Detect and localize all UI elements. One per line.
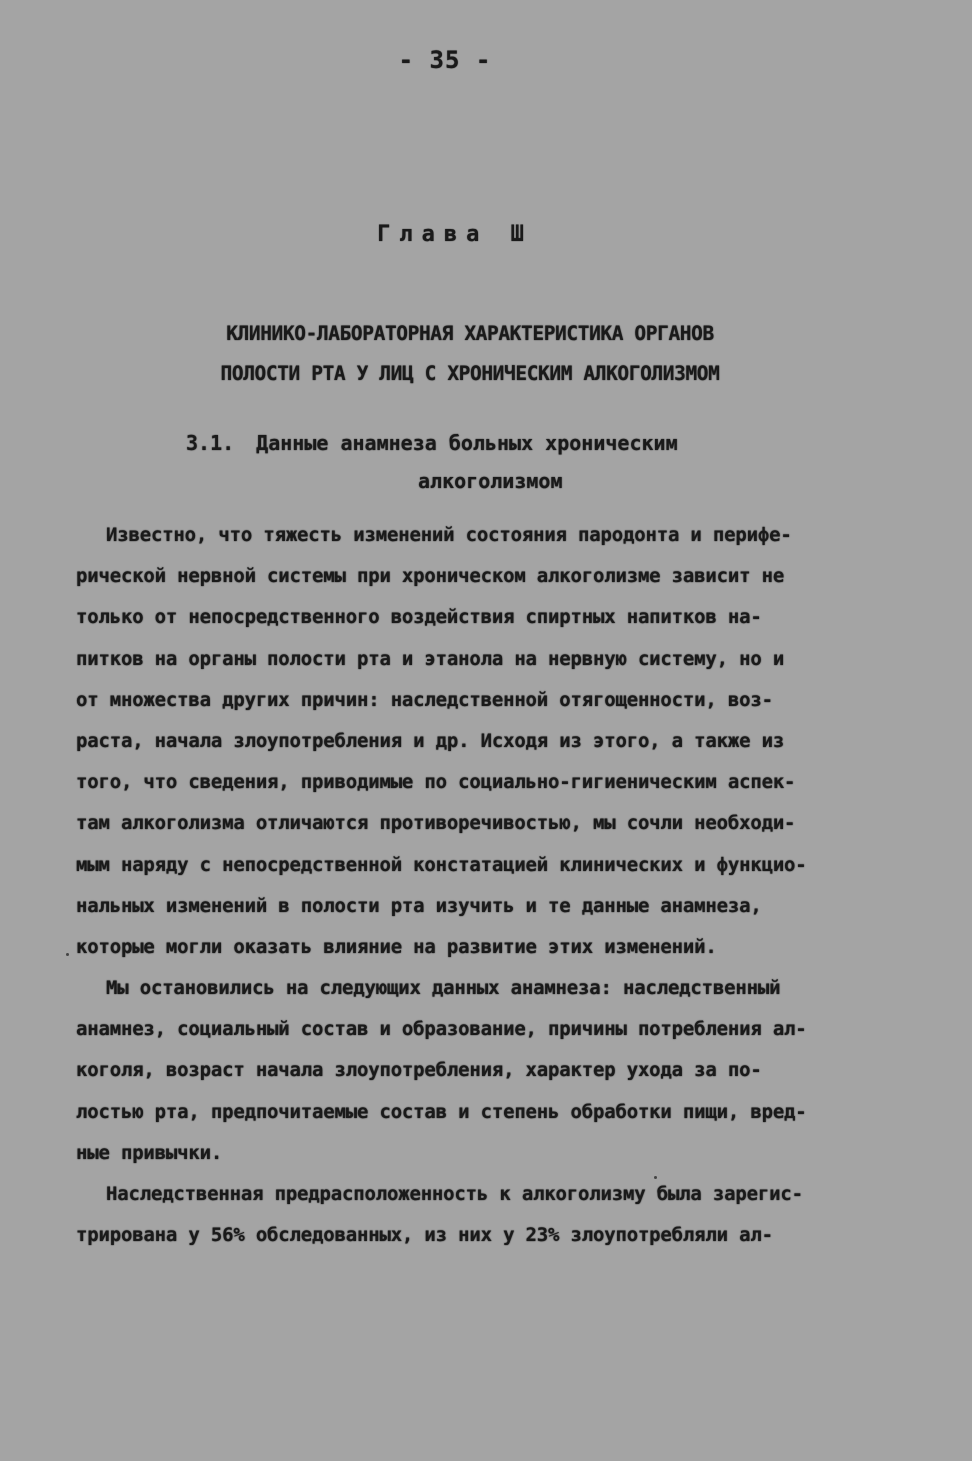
paragraph-line: анамнез, социальный состав и образование, причины потребления ал- [76, 1018, 807, 1041]
section-title: Данные анамнеза больных хроническим [256, 431, 678, 455]
paragraph-line: лостью рта, предпочитаемые состав и степень обработки пищи, вред- [76, 1100, 807, 1123]
paragraph-line: от множества других причин: наследственной отягощенности, воз- [76, 688, 773, 711]
chapter-title-line: КЛИНИКО-ЛАБОРАТОРНАЯ ХАРАКТЕРИСТИКА ОРГАНОВ [226, 322, 714, 345]
paragraph-line: питков на органы полости рта и этанола на нервную систему, но и [76, 647, 785, 670]
chapter-title [150, 314, 790, 394]
paragraph-line: нальных изменений в полости рта изучить и те данные анамнеза, [76, 894, 762, 917]
paragraph-line: коголя, возраст начала злоупотребления, характер ухода за по- [76, 1059, 762, 1082]
paragraph-line: Известно, что тяжесть изменений состояния пародонта и перифе- [106, 524, 792, 546]
section-title-continued: алкоголизмом [418, 469, 563, 493]
paragraph-line: которые могли оказать влияние на развитие этих изменений. [76, 935, 717, 958]
paragraph-line: Наследственная предрасположенность к алкоголизму была зарегис- [106, 1183, 803, 1205]
paragraph-line: Мы остановились на следующих данных анамнеза: наследственный [106, 977, 781, 1000]
body-text [76, 515, 916, 1256]
section-number: 3.1. [186, 431, 235, 455]
paragraph-line: только от непосредственного воздействия спиртных напитков на- [76, 606, 762, 629]
chapter-label: Глава Ш [377, 222, 533, 247]
section-heading [186, 424, 786, 500]
paragraph-line: рической нервной системы при хроническом алкоголизме зависит не [76, 565, 785, 588]
paragraph-line: ные привычки. [76, 1141, 223, 1164]
chapter-title-line: ПОЛОСТИ РТА У ЛИЦ С ХРОНИЧЕСКИМ АЛКОГОЛИЗМОМ [220, 362, 720, 385]
paragraph-line: того, что сведения, приводимые по социально-гигиеническим аспек- [76, 771, 796, 794]
scan-speck [66, 953, 69, 956]
scan-speck [654, 1176, 657, 1179]
paragraph-line: мым наряду с непосредственной констатацией клинических и функцио- [76, 853, 807, 876]
paragraph-line: там алкоголизма отличаются противоречивостью, мы сочли необходи- [76, 812, 796, 835]
page-number: - 35 - [398, 46, 492, 74]
paragraph-line: трирована у 56% обследованных, из них у 23% злоупотребляли ал- [76, 1224, 773, 1247]
paragraph-line: раста, начала злоупотребления и др. Исходя из этого, а также из [76, 729, 785, 752]
